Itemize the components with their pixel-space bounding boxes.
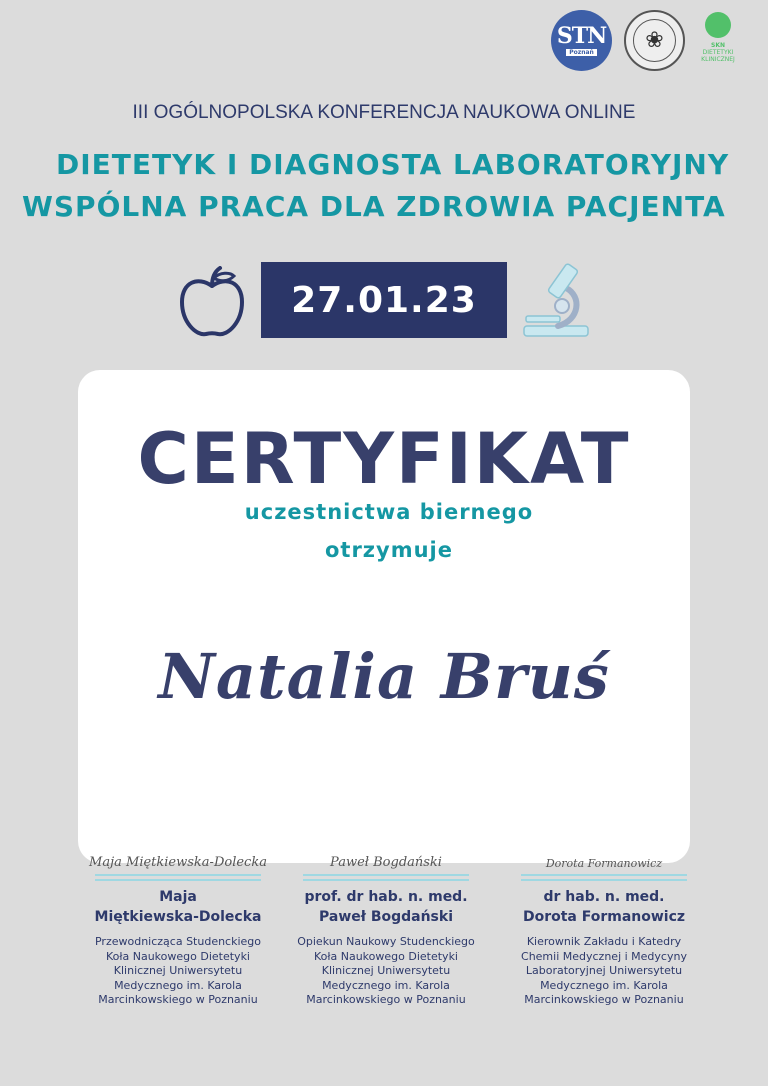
signatory-2 <box>276 842 496 1008</box>
signature-3: Dorota Formanowicz <box>545 857 663 870</box>
signatory-1-role: Przewodnicząca Studenckiego Koła Naukowego Dietetyki Klinicznej Uniwersytetu Medycznego im. Karola Marcinkowskiego w Poznaniu <box>94 935 262 1006</box>
signature-line-3 <box>521 874 687 881</box>
university-seal-logo <box>624 10 685 71</box>
apple-logo-icon <box>705 12 731 38</box>
stn-logo-mark: STN <box>556 23 607 49</box>
eagle-seal-icon: ❀ <box>633 19 676 62</box>
certificate-receives-label: otrzymuje <box>324 538 453 562</box>
signatory-1-name: Maja Miętkiewska-Dolecka <box>94 889 262 925</box>
date-box <box>261 262 507 338</box>
signature-2: Paweł Bogdański <box>330 855 442 870</box>
signature-1: Maja Miętkiewska-Dolecka <box>89 855 267 870</box>
signature-line-1 <box>95 874 261 881</box>
conference-title-line2: WSPÓLNA PRACA DLA ZDROWIA PACJENTA <box>22 190 726 223</box>
signatory-2-name: prof. dr hab. n. med. Paweł Bogdański <box>304 889 468 925</box>
skn-logo-text: SKN DIETETYKI KLINICZNEJ <box>701 42 735 63</box>
conference-subtitle: III OGÓLNOPOLSKA KONFERENCJA NAUKOWA ONLINE <box>132 102 636 123</box>
signatory-1 <box>68 842 288 1008</box>
stn-logo-caption: Poznań <box>566 49 597 56</box>
conference-title-line1: DIETETYK I DIAGNOSTA LABORATORYJNY <box>56 148 730 181</box>
signatory-3 <box>494 842 714 1008</box>
recipient-name: Natalia Bruś <box>158 640 610 713</box>
microscope-icon <box>520 260 594 340</box>
signatory-2-role: Opiekun Naukowy Studenckiego Koła Naukowego Dietetyki Klinicznej Uniwersytetu Medycznego im. Karola Marcinkowskiego w Poznaniu <box>297 935 475 1006</box>
certificate-subtitle: uczestnictwa biernego <box>244 500 534 524</box>
stn-logo <box>551 10 612 71</box>
signatory-3-role: Kierownik Zakładu i Katedry Chemii Medycznej i Medycyny Laboratoryjnej Uniwersytetu Medycznego im. Karola Marcinkowskiego w Poznaniu <box>521 935 687 1006</box>
signature-line-2 <box>303 874 469 881</box>
conference-date: 27.01.23 <box>291 279 477 321</box>
signatory-3-name: dr hab. n. med. Dorota Formanowicz <box>522 889 686 925</box>
skn-logo <box>698 12 738 63</box>
apple-icon <box>178 266 246 338</box>
certificate-title: CERTYFIKAT <box>137 418 631 500</box>
